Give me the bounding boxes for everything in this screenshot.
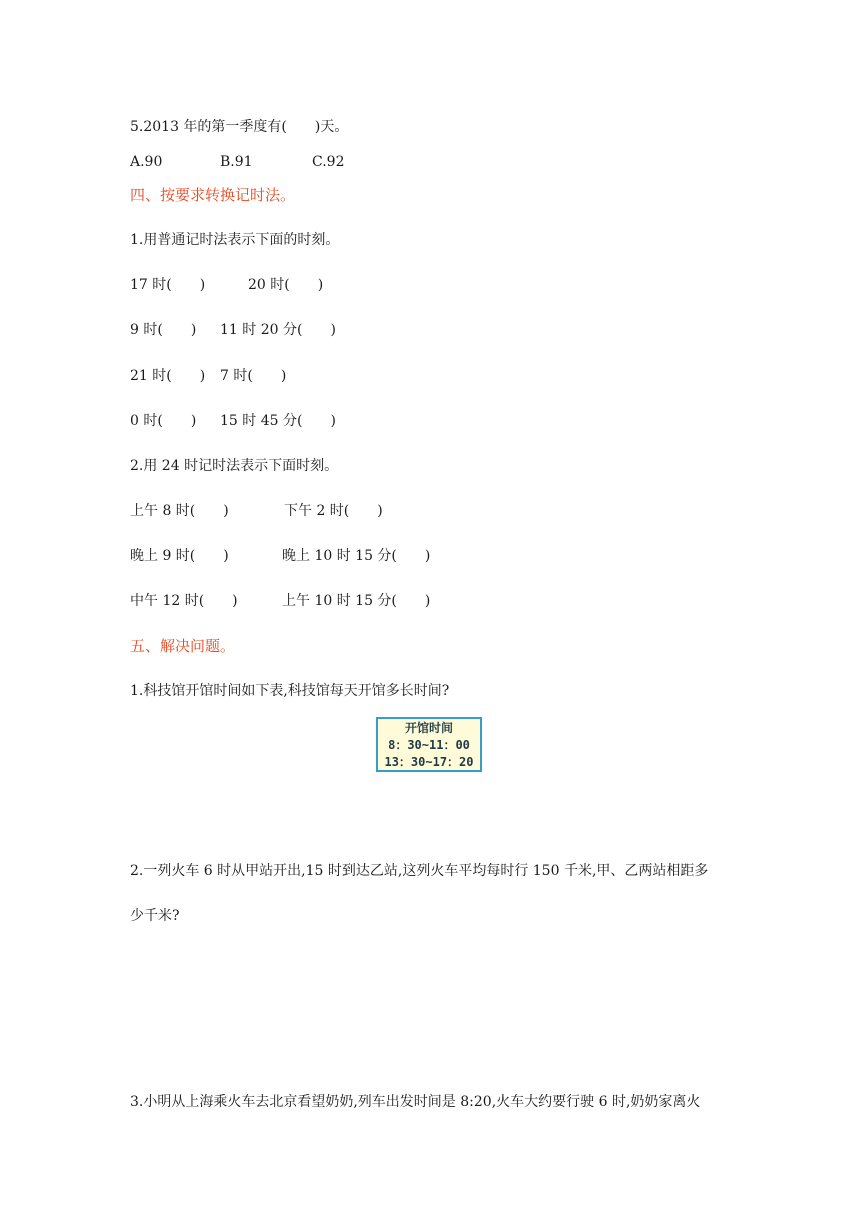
part1-row2-right: 11 时 20 分( ) [220,322,336,338]
q5-option-c: C.92 [312,154,345,170]
part2-row3-right: 上午 10 时 15 分( ) [282,593,431,609]
part1-row1-left: 17 时( ) [130,277,206,293]
opening-hours-table [376,717,482,772]
part2-row2-left: 晚上 9 时( ) [130,548,229,564]
part2-row1-right: 下午 2 时( ) [284,503,383,519]
part1-row4-right: 15 时 45 分( ) [220,413,336,429]
part1-row1-right: 20 时( ) [248,277,324,293]
part2-row3-left: 中午 12 时( ) [130,593,238,609]
part1-row3-left: 21 时( ) [130,368,206,384]
part1-row3-right: 7 时( ) [220,368,287,384]
section5-q1-text: 1.科技馆开馆时间如下表,科技馆每天开馆多长时间? [130,683,450,699]
q5-option-a: A.90 [130,154,163,170]
part1-row4-left: 0 时( ) [130,413,197,429]
section4-part2-prompt: 2.用 24 时记时法表示下面时刻。 [130,458,339,474]
part1-row2-left: 9 时( ) [130,322,197,338]
section5-q3-line1: 3.小明从上海乘火车去北京看望奶奶,列车出发时间是 8:20,火车大约要行驶 6 时,奶奶家离火 [130,1094,701,1110]
section5-q2-line2: 少千米? [130,908,180,924]
opening-hours-header: 开馆时间 [404,721,453,735]
section5-q2-line1: 2.一列火车 6 时从甲站开出,15 时到达乙站,这列火车平均每时行 150 千米,甲、乙两站相距多 [130,863,709,879]
section5-title: 五、解决问题。 [130,637,236,655]
opening-hours-row-1: 8：30~11：00 [388,738,470,752]
part2-row2-right: 晚上 10 时 15 分( ) [282,548,431,564]
q5-option-b: B.91 [220,154,253,170]
part2-row1-left: 上午 8 时( ) [130,503,229,519]
section4-title: 四、按要求转换记时法。 [130,186,296,204]
q5-stem: 5.2013 年的第一季度有( )天。 [130,119,349,135]
section4-part1-prompt: 1.用普通记时法表示下面的时刻。 [130,232,340,248]
opening-hours-row-2: 13：30~17：20 [384,755,474,769]
